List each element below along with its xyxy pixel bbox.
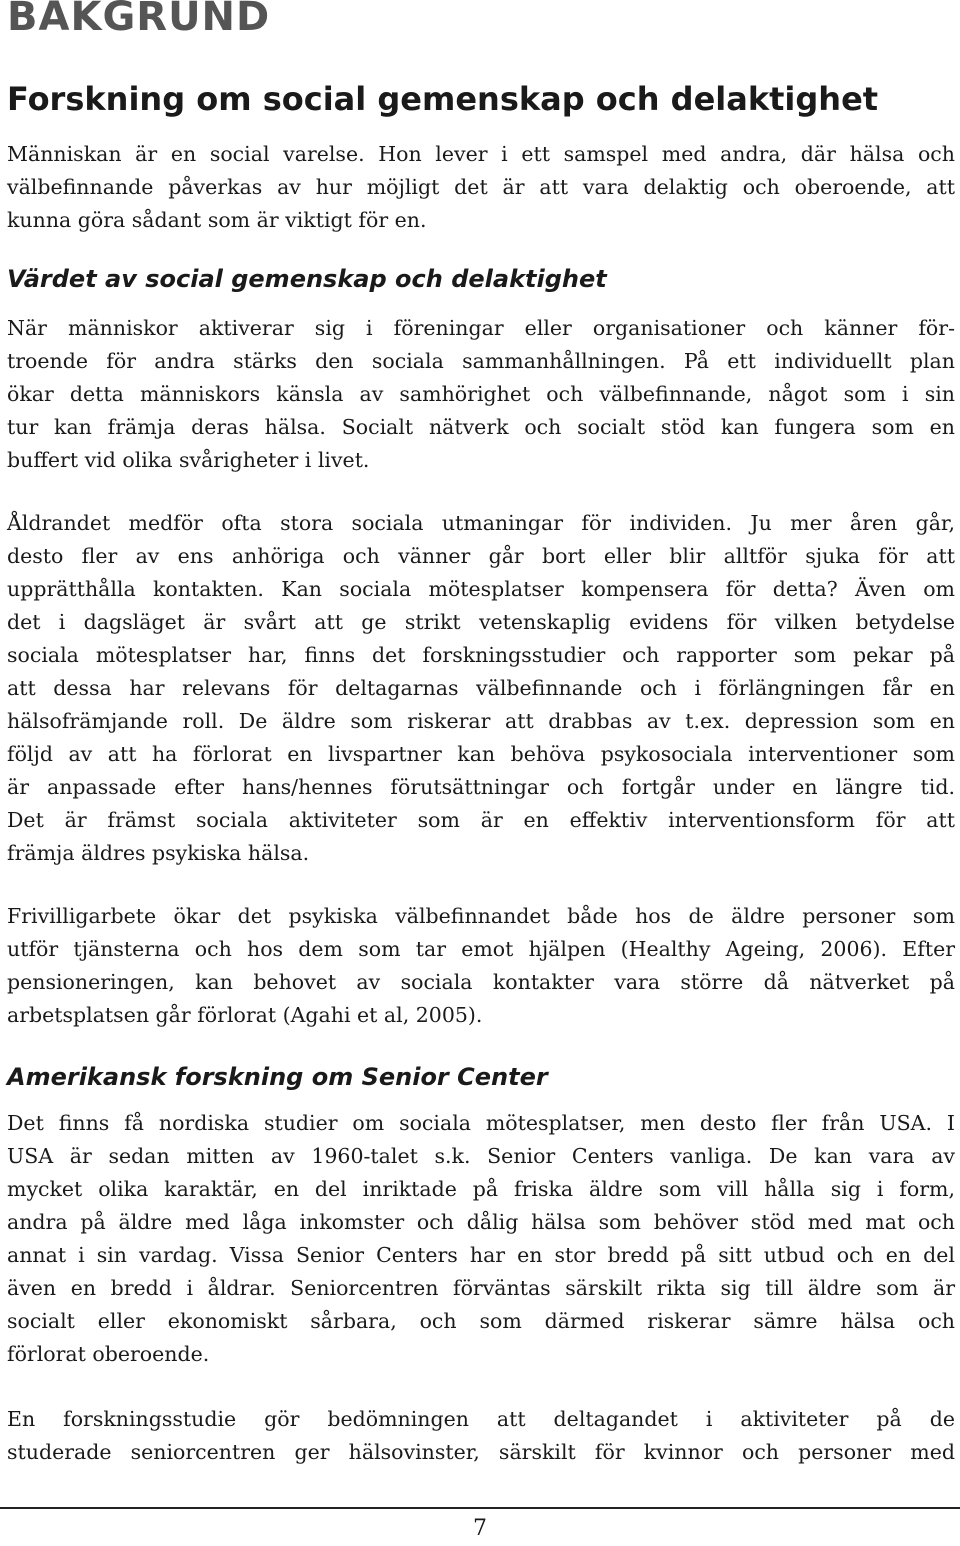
text-line: socialt eller ekonomiskt sårbara, och som därmed riskerar sämre hälsa och: [7, 1309, 955, 1333]
text-line: att dessa har relevans för deltagarnas välbefinnande och i förlängningen får en: [7, 676, 955, 700]
intro-paragraph: [7, 138, 955, 237]
text-line: följd av att ha förlorat en livspartner kan behöva psykosociala interventioner som: [7, 742, 955, 766]
text-line: pensioneringen, kan behovet av sociala kontakter vara större då nätverket på: [7, 970, 955, 994]
paragraph-5: [7, 1403, 955, 1469]
page-number: 7: [473, 1516, 487, 1541]
paragraph-4: [7, 1107, 955, 1371]
text-line: USA är sedan mitten av 1960-talet s.k. Senior Centers vanliga. De kan vara av: [7, 1144, 955, 1168]
text-line: Det är främst sociala aktiviteter som är en effektiv interventionsform för att: [7, 808, 955, 832]
text-line: desto fler av ens anhöriga och vänner går bort eller blir alltför sjuka för att: [7, 544, 955, 568]
text-line: hälsofrämjande roll. De äldre som riskerar att drabbas av t.ex. depression som en: [7, 709, 955, 733]
text-line: troende för andra stärks den sociala sammanhållningen. På ett individuellt plan: [7, 349, 955, 373]
text-line: Det finns få nordiska studier om sociala mötesplatser, men desto fler från USA. I: [7, 1111, 955, 1135]
subsection-title: Amerikansk forskning om Senior Center: [7, 1063, 548, 1091]
text-line: mycket olika karaktär, en del inriktade på friska äldre som vill hålla sig i form,: [7, 1177, 955, 1201]
text-line: främja äldres psykiska hälsa.: [7, 841, 310, 865]
text-line: även en bredd i åldrar. Seniorcentren förväntas särskilt rikta sig till äldre som är: [7, 1276, 955, 1300]
text-line: kunna göra sådant som är viktigt för en.: [7, 208, 427, 232]
text-line: annat i sin vardag. Vissa Senior Centers har en stor bredd på sitt utbud och en del: [7, 1243, 955, 1267]
text-line: det i dagsläget är svårt att ge strikt vetenskaplig evidens för vilken betydelse: [7, 610, 955, 634]
section-title: Forskning om social gemenskap och delaktighet: [7, 80, 879, 118]
text-line: Människan är en social varelse. Hon lever i ett samspel med andra, där hälsa och: [7, 142, 955, 166]
text-line: buffert vid olika svårigheter i livet.: [7, 448, 370, 472]
paragraph-2: [7, 507, 955, 870]
text-line: förlorat oberoende.: [7, 1342, 210, 1366]
text-line: ökar detta människors känsla av samhörighet och välbefinnande, något som i sin: [7, 382, 955, 406]
text-line: välbefinnande påverkas av hur möjligt det är att vara delaktig och oberoende, att: [7, 175, 955, 199]
text-line: andra på äldre med låga inkomster och dålig hälsa som behöver stöd med mat och: [7, 1210, 955, 1234]
text-line: är anpassade efter hans/hennes förutsättningar och fortgår under en längre tid.: [7, 775, 955, 799]
text-line: När människor aktiverar sig i föreningar eller organisationer och känner för-: [7, 316, 955, 340]
text-line: sociala mötesplatser har, finns det forskningsstudier och rapporter som pekar på: [7, 643, 955, 667]
chapter-heading: BAKGRUND: [7, 0, 271, 40]
paragraph-3: [7, 900, 955, 1032]
text-line: studerade seniorcentren ger hälsovinster, särskilt för kvinnor och personer med: [7, 1440, 955, 1464]
text-line: tur kan främja deras hälsa. Socialt nätverk och socialt stöd kan fungera som en: [7, 415, 955, 439]
footer-divider: [0, 1507, 960, 1509]
text-line: upprätthålla kontakten. Kan sociala mötesplatser kompensera för detta? Även om: [7, 577, 955, 601]
text-line: Frivilligarbete ökar det psykiska välbefinnandet både hos de äldre personer som: [7, 904, 955, 928]
text-line: arbetsplatsen går förlorat (Agahi et al, 2005).: [7, 1003, 483, 1027]
subsection-title: Värdet av social gemenskap och delaktighet: [7, 265, 607, 293]
text-line: En forskningsstudie gör bedömningen att deltagandet i aktiviteter på de: [7, 1407, 955, 1431]
text-line: Åldrandet medför ofta stora sociala utmaningar för individen. Ju mer åren går,: [7, 511, 955, 535]
text-line: utför tjänsterna och hos dem som tar emot hjälpen (Healthy Ageing, 2006). Efter: [7, 937, 955, 961]
paragraph-1: [7, 312, 955, 477]
